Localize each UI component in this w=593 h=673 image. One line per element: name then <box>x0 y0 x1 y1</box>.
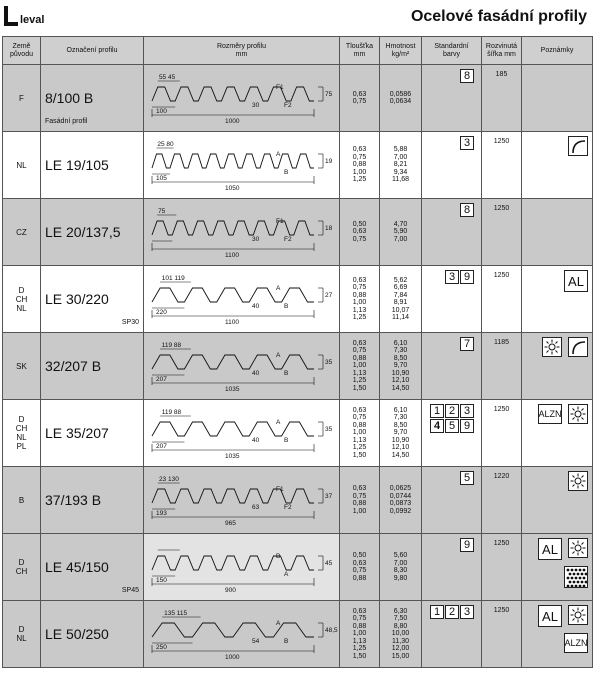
notes-cell <box>522 467 593 534</box>
dim-left-label: 220 <box>156 309 167 316</box>
face-b-label: F2 <box>284 102 292 109</box>
dim-height-label: 48,5 <box>325 627 338 634</box>
color-code-box: 8 <box>460 203 474 217</box>
weight-cell: 5,62 6,69 7,84 8,91 10,07 11,14 <box>380 266 422 333</box>
profile-name-cell <box>41 534 144 601</box>
dim-base-label: 900 <box>225 587 236 594</box>
profile-name: 8/100 B <box>45 90 94 106</box>
profile-line <box>152 221 314 235</box>
color-code-box: 7 <box>460 337 474 351</box>
color-swatch-line <box>460 136 475 150</box>
dim-base-label: 1000 <box>225 654 240 661</box>
profile-name: LE 19/105 <box>45 157 109 173</box>
sun-icon <box>568 538 588 558</box>
color-swatch-grid <box>460 203 475 218</box>
dim-height-label: 37 <box>325 493 333 500</box>
developed-width-cell: 1220 <box>482 467 522 534</box>
brand-logo <box>4 6 44 26</box>
dim-mid-label: 63 <box>252 504 260 511</box>
aluminium-badge: AL <box>538 538 562 560</box>
profile-diagram-cell <box>144 199 340 266</box>
profile-name-cell <box>41 601 144 668</box>
face-b-label: F2 <box>284 504 292 511</box>
profile-line <box>152 154 314 168</box>
color-swatch-grid <box>460 538 475 553</box>
notes-cell <box>522 199 593 266</box>
profile-cross-section <box>144 467 338 533</box>
dim-height-label: 19 <box>325 158 333 165</box>
standard-colors-cell <box>422 534 482 601</box>
standard-colors-cell <box>422 467 482 534</box>
col-header-thickness: Tloušťka mm <box>340 37 380 65</box>
notes-cell <box>522 266 593 333</box>
col-header-notes: Poznámky <box>522 37 593 65</box>
color-code-box: 3 <box>460 136 474 150</box>
notes-icons <box>528 538 588 588</box>
dim-top-label: 23 130 <box>158 476 179 483</box>
developed-width-cell: 1250 <box>482 266 522 333</box>
country-cell: D CH <box>3 534 41 601</box>
table-row <box>3 467 593 534</box>
developed-width-cell: 1250 <box>482 199 522 266</box>
face-a-label: A <box>276 352 281 359</box>
developed-width-cell: 1250 <box>482 132 522 199</box>
profile-cross-section <box>144 65 338 131</box>
face-b-label: B <box>284 638 289 645</box>
profile-cross-section <box>144 400 338 466</box>
face-a-label: A <box>276 151 281 158</box>
notes-icons <box>528 605 588 653</box>
face-a-label: A <box>276 285 281 292</box>
col-header-name: Označení profilu <box>41 37 144 65</box>
sun-icon <box>568 471 588 491</box>
standard-colors-cell <box>422 199 482 266</box>
profile-name: LE 45/150 <box>45 559 109 575</box>
profile-name: LE 35/207 <box>45 425 109 441</box>
dim-base-label: 1100 <box>225 319 239 326</box>
face-b-label: B <box>284 303 289 310</box>
dim-left-label: 100 <box>156 108 167 115</box>
face-a-label: F1 <box>276 84 284 91</box>
notes-icons <box>528 404 588 424</box>
country-cell: D NL <box>3 601 41 668</box>
profile-name: 32/207 B <box>45 358 102 374</box>
profile-line <box>152 556 314 570</box>
page-header <box>0 0 593 36</box>
curve-icon <box>568 136 588 156</box>
dim-base-label: 1050 <box>225 185 240 192</box>
perforation-dots-icon <box>564 566 588 588</box>
color-swatch-line <box>460 538 475 552</box>
standard-colors-cell <box>422 333 482 400</box>
color-swatch-line <box>460 69 475 83</box>
face-b-label: F2 <box>284 236 292 243</box>
color-code-box: 9 <box>460 419 474 433</box>
profile-cross-section <box>144 601 338 667</box>
color-swatch-grid <box>430 605 475 620</box>
notes-cell <box>522 65 593 132</box>
profile-cross-section <box>144 132 338 198</box>
color-swatch-line <box>430 419 475 433</box>
face-b-label: B <box>284 370 289 377</box>
dim-left-label: 207 <box>156 376 167 383</box>
color-code-box: 3 <box>460 605 474 619</box>
color-code-box: 9 <box>460 538 474 552</box>
dim-base-label: 1000 <box>225 118 240 125</box>
table-row <box>3 534 593 601</box>
color-swatch-grid <box>445 270 475 285</box>
color-swatch-grid <box>460 136 475 151</box>
thickness-cell: 0,63 0,75 0,88 1,00 1,13 1,25 1,50 <box>340 601 380 668</box>
dim-height-label: 27 <box>325 292 333 299</box>
dim-height-label: 35 <box>325 359 333 366</box>
dim-height-label: 18 <box>325 225 333 232</box>
profile-line <box>152 623 314 637</box>
dim-left-label: 250 <box>156 644 167 651</box>
dim-left-label: 105 <box>156 175 167 182</box>
notes-icons <box>528 270 588 292</box>
thickness-cell: 0,63 0,75 0,88 1,00 1,25 <box>340 132 380 199</box>
color-swatch-grid <box>430 404 475 434</box>
notes-cell <box>522 601 593 668</box>
country-cell: SK <box>3 333 41 400</box>
color-swatch-line <box>430 605 475 619</box>
dim-mid-label: 30 <box>252 102 260 109</box>
color-code-box: 2 <box>445 605 459 619</box>
profile-line <box>152 422 314 436</box>
page-title: Ocelové fasádní profily <box>410 8 587 25</box>
standard-colors-cell <box>422 400 482 467</box>
dim-top-label: 101 119 <box>161 275 185 282</box>
dim-base-label: 1035 <box>225 386 240 393</box>
country-cell: D CH NL <box>3 266 41 333</box>
face-a-label: B <box>276 553 281 560</box>
color-swatch-line <box>460 471 475 485</box>
aluminium-badge: AL <box>564 270 588 292</box>
notes-cell <box>522 132 593 199</box>
profile-diagram-cell <box>144 266 340 333</box>
thickness-cell: 0,63 0,75 <box>340 65 380 132</box>
developed-width-cell: 1250 <box>482 400 522 467</box>
profile-line <box>152 489 314 503</box>
profile-name-cell <box>41 132 144 199</box>
dim-left-label: 193 <box>156 510 167 517</box>
face-b-label: B <box>284 437 289 444</box>
dim-top-label: 25 80 <box>157 141 174 148</box>
color-code-box: 2 <box>445 404 459 418</box>
color-code-box: 8 <box>460 69 474 83</box>
thickness-cell: 0,50 0,63 0,75 <box>340 199 380 266</box>
color-swatch-line <box>445 270 475 284</box>
developed-width-cell: 185 <box>482 65 522 132</box>
sun-icon <box>568 404 588 424</box>
profile-diagram-cell <box>144 65 340 132</box>
profile-name-cell <box>41 199 144 266</box>
dim-mid-label: 40 <box>252 370 260 377</box>
table-body <box>3 65 593 668</box>
color-swatch-line <box>460 337 475 351</box>
curve-icon <box>568 337 588 357</box>
color-code-box: 4 <box>430 419 444 433</box>
country-cell: CZ <box>3 199 41 266</box>
profile-diagram-cell <box>144 601 340 668</box>
dim-mid-label: 30 <box>252 236 260 243</box>
profile-tag: SP30 <box>121 319 139 326</box>
face-b-label: B <box>284 169 289 176</box>
notes-icons <box>528 337 588 357</box>
profile-name-cell <box>41 65 144 132</box>
col-header-weight: Hmotnost kg/m² <box>380 37 422 65</box>
notes-cell <box>522 534 593 601</box>
col-header-width: Rozvinutá šířka mm <box>482 37 522 65</box>
profile-cross-section <box>144 266 338 332</box>
profile-name: 37/193 B <box>45 492 102 508</box>
face-a-label: A <box>276 620 281 627</box>
dim-mid-label: 54 <box>252 638 260 645</box>
weight-cell: 4,70 5,90 7,00 <box>380 199 422 266</box>
dim-base-label: 1100 <box>225 252 239 259</box>
standard-colors-cell <box>422 601 482 668</box>
dim-height-label: 45 <box>325 560 333 567</box>
profile-diagram-cell <box>144 534 340 601</box>
profile-diagram-cell <box>144 132 340 199</box>
profile-name-cell <box>41 400 144 467</box>
notes-cell <box>522 333 593 400</box>
thickness-cell: 0,63 0,75 0,88 1,00 1,13 1,25 1,50 <box>340 333 380 400</box>
weight-cell: 5,88 7,00 8,21 9,34 11,68 <box>380 132 422 199</box>
thickness-cell: 0,63 0,75 0,88 1,00 1,13 1,25 <box>340 266 380 333</box>
col-header-colors: Standardní barvy <box>422 37 482 65</box>
dim-top-label: 119 88 <box>161 409 182 416</box>
color-swatch-grid <box>460 337 475 352</box>
dim-base-label: 965 <box>225 520 236 527</box>
notes-cell <box>522 400 593 467</box>
developed-width-cell: 1185 <box>482 333 522 400</box>
dim-top-label: 135 115 <box>164 610 188 617</box>
profile-name: LE 20/137,5 <box>45 224 121 240</box>
weight-cell: 0,0586 0,0634 <box>380 65 422 132</box>
weight-cell: 0,0625 0,0744 0,0873 0,0992 <box>380 467 422 534</box>
table-row <box>3 400 593 467</box>
developed-width-cell: 1250 <box>482 601 522 668</box>
brand-name: leval <box>20 14 45 26</box>
dim-top-label: 119 88 <box>161 342 182 349</box>
standard-colors-cell <box>422 132 482 199</box>
table-row <box>3 132 593 199</box>
country-cell: D CH NL PL <box>3 400 41 467</box>
weight-cell: 6,30 7,50 8,80 10,00 11,30 12,00 15,00 <box>380 601 422 668</box>
profile-diagram-cell <box>144 467 340 534</box>
country-cell: NL <box>3 132 41 199</box>
color-swatch-grid <box>460 471 475 486</box>
profile-subtitle: Fasádní profil <box>45 118 88 125</box>
weight-cell: 6,10 7,30 8,50 9,70 10,90 12,10 14,50 <box>380 333 422 400</box>
face-b-label: A <box>284 571 289 578</box>
face-a-label: F1 <box>276 218 284 225</box>
thickness-cell: 0,63 0,75 0,88 1,00 1,13 1,25 1,50 <box>340 400 380 467</box>
profile-cross-section <box>144 333 338 399</box>
dim-top-label: 75 <box>158 208 166 215</box>
aluzinc-badge: ALZN <box>538 404 562 424</box>
table-row <box>3 199 593 266</box>
color-code-box: 9 <box>460 270 474 284</box>
notes-icons <box>528 136 588 156</box>
table-row <box>3 65 593 132</box>
profile-tag: SP45 <box>121 587 139 594</box>
table-header-row <box>3 37 593 65</box>
profile-name-cell <box>41 333 144 400</box>
color-code-box: 1 <box>430 605 444 619</box>
dim-base-label: 1035 <box>225 453 240 460</box>
weight-cell: 5,60 7,00 8,30 9,80 <box>380 534 422 601</box>
col-header-dims: Rozměry profilu mm <box>144 37 340 65</box>
weight-cell: 6,10 7,30 8,50 9,70 10,90 12,10 14,50 <box>380 400 422 467</box>
color-code-box: 5 <box>445 419 459 433</box>
profile-line <box>152 355 314 369</box>
face-a-label: F1 <box>276 486 284 493</box>
aluminium-badge: AL <box>538 605 562 627</box>
aluzinc-badge: ALZN <box>564 633 588 653</box>
table-row <box>3 333 593 400</box>
dim-mid-label: 40 <box>252 303 260 310</box>
sun-icon <box>568 605 588 625</box>
developed-width-cell: 1250 <box>482 534 522 601</box>
profiles-table <box>2 36 593 668</box>
country-cell: F <box>3 65 41 132</box>
profile-cross-section <box>144 199 338 265</box>
dim-height-label: 35 <box>325 426 333 433</box>
face-a-label: A <box>276 419 281 426</box>
dim-left-label: 207 <box>156 443 167 450</box>
dim-left-label: 150 <box>156 577 167 584</box>
notes-icons <box>528 471 588 491</box>
profile-name-cell <box>41 467 144 534</box>
logo-l-icon <box>4 6 18 26</box>
thickness-cell: 0,63 0,75 0,88 1,00 <box>340 467 380 534</box>
profile-name: LE 30/220 <box>45 291 109 307</box>
dim-height-label: 75 <box>325 91 333 98</box>
color-swatch-line <box>460 203 475 217</box>
color-code-box: 3 <box>460 404 474 418</box>
table-row <box>3 601 593 668</box>
profile-name: LE 50/250 <box>45 626 109 642</box>
color-code-box: 5 <box>460 471 474 485</box>
profile-line <box>152 87 314 101</box>
standard-colors-cell <box>422 65 482 132</box>
profile-name-cell <box>41 266 144 333</box>
color-swatch-line <box>430 404 475 418</box>
thickness-cell: 0,50 0,63 0,75 0,88 <box>340 534 380 601</box>
col-header-country: Země původu <box>3 37 41 65</box>
profile-line <box>152 288 314 302</box>
color-code-box: 1 <box>430 404 444 418</box>
profile-diagram-cell <box>144 333 340 400</box>
color-code-box: 3 <box>445 270 459 284</box>
standard-colors-cell <box>422 266 482 333</box>
country-cell: B <box>3 467 41 534</box>
dim-top-label: 55 45 <box>158 74 176 81</box>
sun-icon <box>542 337 562 357</box>
color-swatch-grid <box>460 69 475 84</box>
table-row <box>3 266 593 333</box>
dim-mid-label: 40 <box>252 437 260 444</box>
profile-cross-section <box>144 534 338 600</box>
profile-diagram-cell <box>144 400 340 467</box>
